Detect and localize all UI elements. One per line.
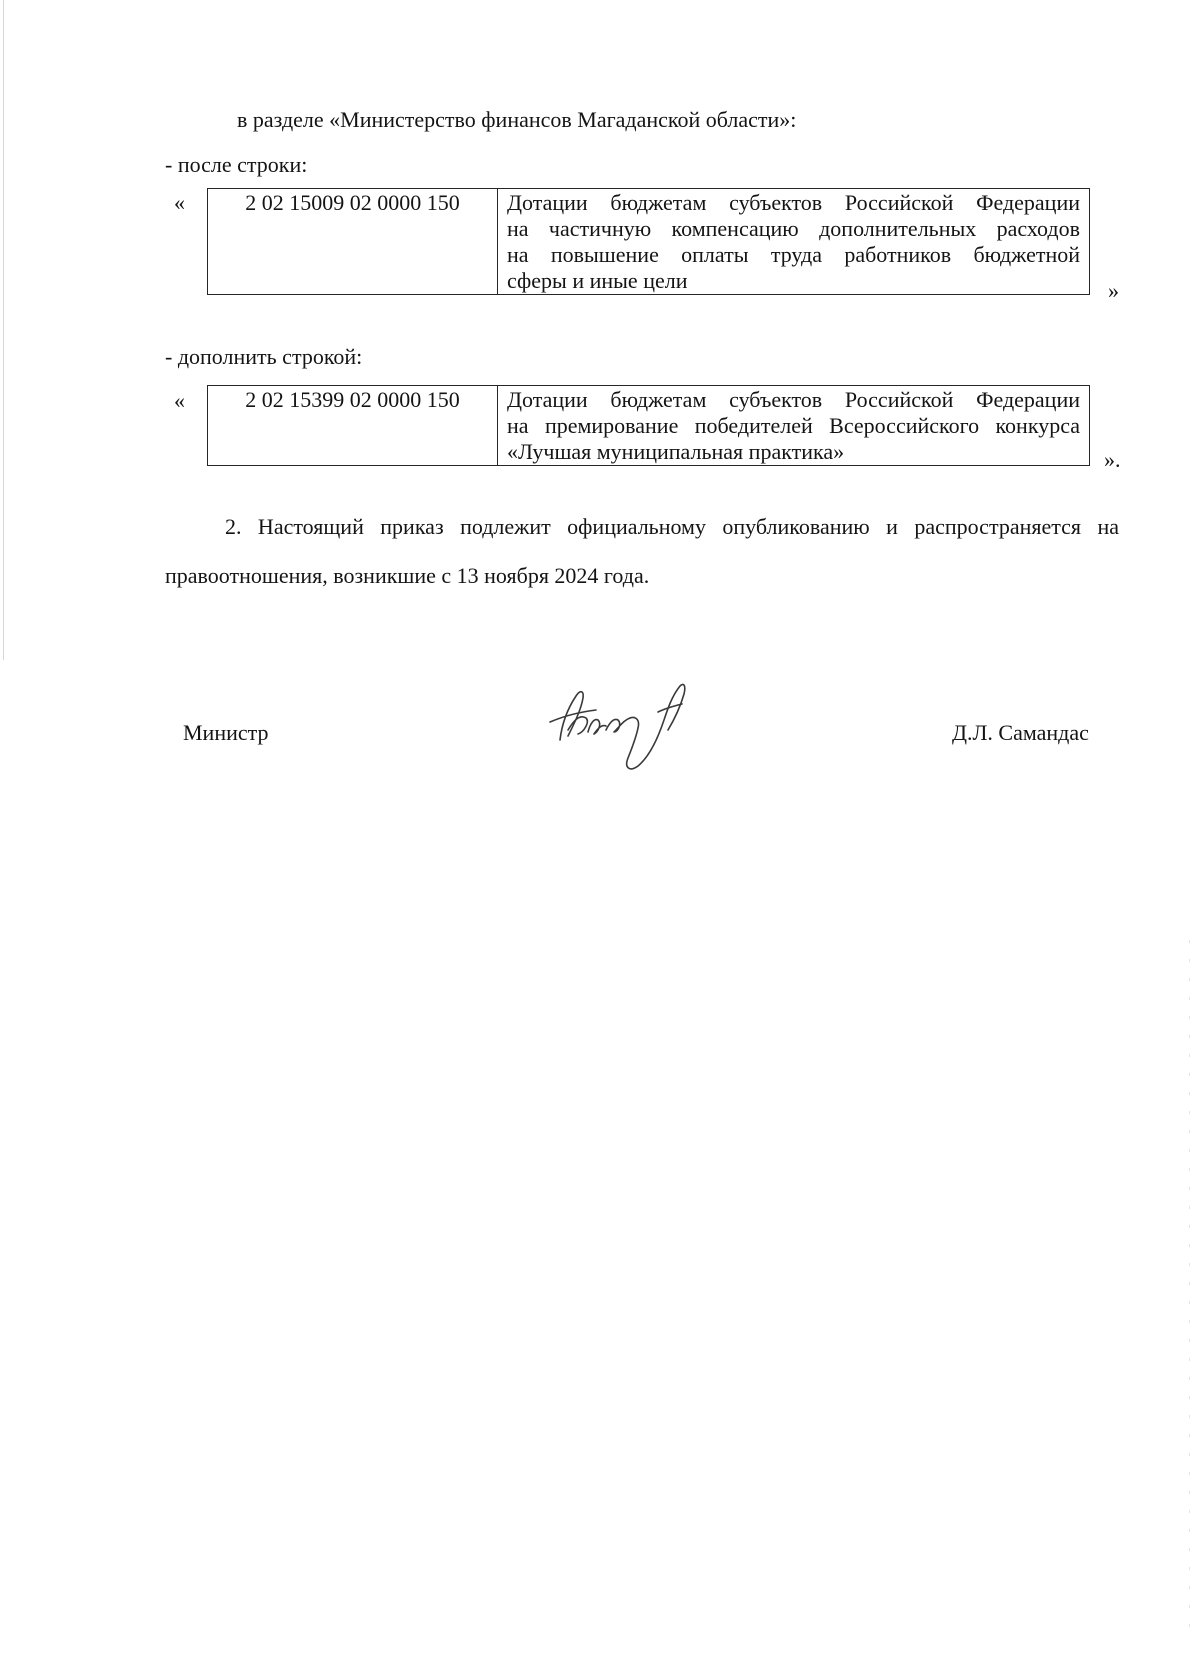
clause-2-paragraph: [165, 502, 1119, 600]
after-line-label: - после строки:: [165, 152, 308, 177]
table1-description-line: на частичную компенсацию дополнительных расходов: [507, 216, 1080, 241]
table2-description-cell: [498, 386, 1090, 466]
table2-description-line: Дотации бюджетам субъектов Российской Федерации: [507, 387, 1080, 412]
scan-page-edge: [3, 0, 4, 660]
handwritten-signature: [540, 668, 720, 778]
signer-name: Д.Л. Самандас: [952, 720, 1089, 745]
table1-row: [208, 189, 1090, 295]
table1-description-line: сферы и иные цели: [507, 268, 688, 293]
table1-open-quote: «: [174, 190, 185, 215]
table2-description-line: «Лучшая муниципальная практика»: [507, 439, 845, 464]
add-line-label: - дополнить строкой:: [165, 344, 363, 369]
table2-description-line: на премирование победителей Всероссийского конкурса: [507, 413, 1080, 438]
clause-2-line-1: 2. Настоящий приказ подлежит официальному опубликованию и распространяется на: [225, 514, 1119, 539]
signer-position: Министр: [183, 720, 269, 745]
clause-2-line-2: правоотношения, возникшие с 13 ноября 2024 года.: [165, 563, 650, 588]
table1-description-line: Дотации бюджетам субъектов Российской Федерации: [507, 190, 1080, 215]
table2-row: [208, 386, 1090, 466]
table2-close-quote: ».: [1104, 447, 1121, 472]
table1-close-quote: »: [1108, 278, 1119, 303]
section-line: в разделе «Министерство финансов Магаданской области»:: [237, 107, 797, 132]
table2-open-quote: «: [174, 388, 185, 413]
table1-description-line: на повышение оплаты труда работников бюджетной: [507, 242, 1080, 267]
table1: [207, 188, 1090, 295]
table1-code-cell: 2 02 15009 02 0000 150: [208, 189, 498, 295]
table2: [207, 385, 1090, 466]
table2-code-cell: 2 02 15399 02 0000 150: [208, 386, 498, 466]
scan-noise-dots: [1189, 940, 1190, 1640]
table1-description-cell: [498, 189, 1090, 295]
